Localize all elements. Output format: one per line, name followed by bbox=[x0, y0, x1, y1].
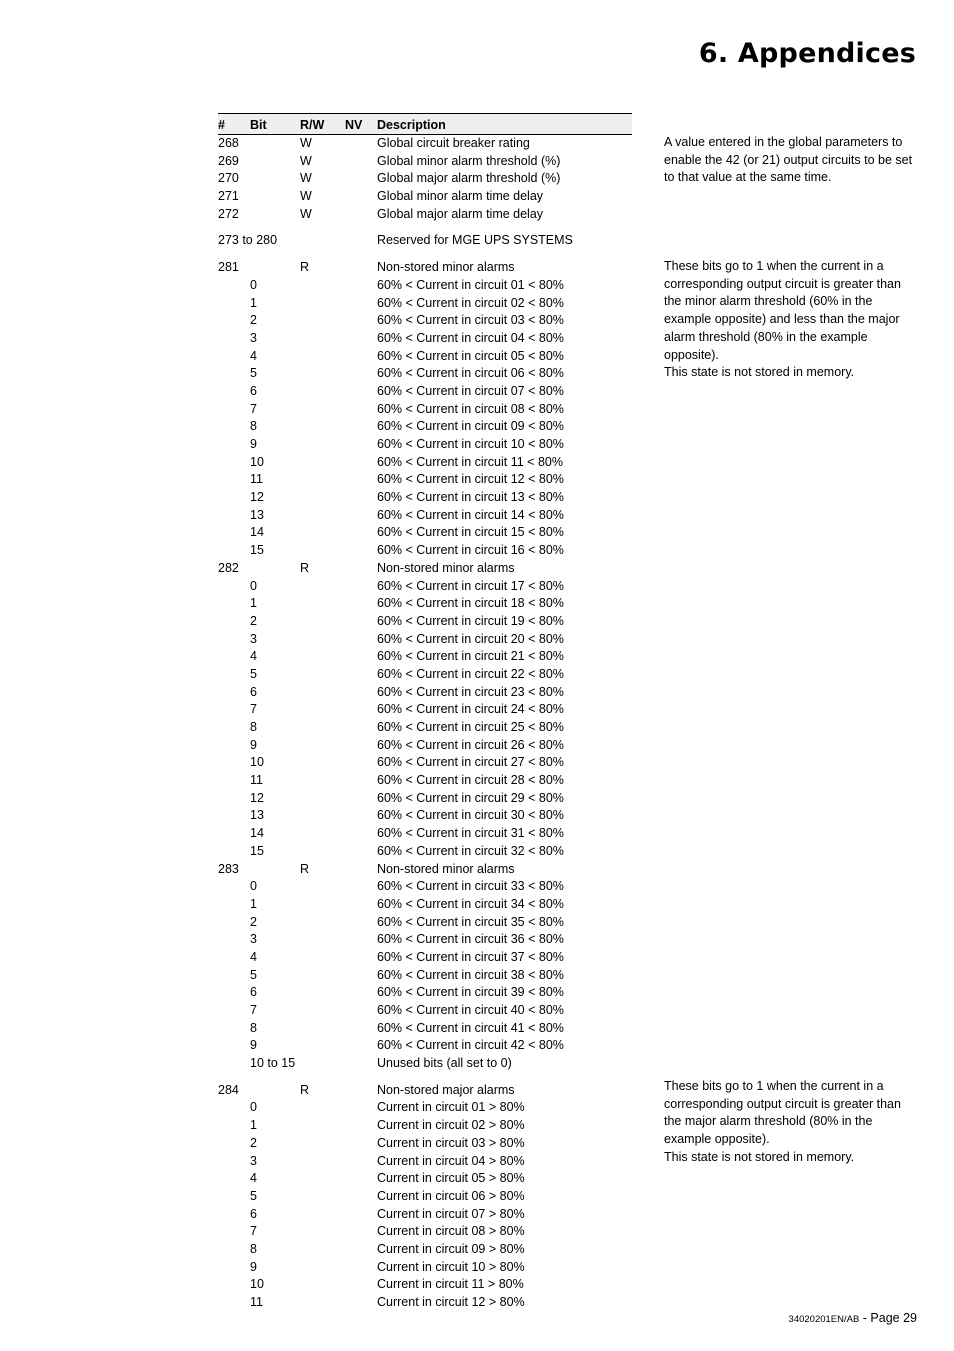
cell-description: Current in circuit 08 > 80% bbox=[377, 1224, 525, 1239]
cell-register-number: 281 bbox=[218, 260, 239, 275]
table-row bbox=[218, 1276, 918, 1294]
table-row bbox=[218, 524, 918, 542]
table-row bbox=[218, 914, 918, 932]
cell-bit: 8 bbox=[250, 1020, 257, 1035]
table-row bbox=[218, 754, 918, 772]
cell-description: 60% < Current in circuit 42 < 80% bbox=[377, 1038, 564, 1053]
table-row bbox=[218, 595, 918, 613]
table-row bbox=[218, 861, 918, 879]
table-row bbox=[218, 1294, 918, 1312]
table-row bbox=[218, 232, 918, 250]
cell-bit: 10 to 15 bbox=[250, 1056, 296, 1071]
table-row bbox=[218, 1037, 918, 1055]
cell-register-number: 282 bbox=[218, 560, 239, 575]
table-row bbox=[218, 843, 918, 861]
document-reference: 34020201EN/AB bbox=[788, 1314, 860, 1325]
cell-register-number: 270 bbox=[218, 171, 239, 186]
cell-bit: 6 bbox=[250, 383, 257, 398]
header-description: Description bbox=[377, 118, 446, 132]
cell-register-number: 273 to 280 bbox=[218, 233, 278, 248]
cell-description: Global circuit breaker rating bbox=[377, 136, 530, 150]
cell-bit: 8 bbox=[250, 720, 257, 734]
cell-description: 60% < Current in circuit 11 < 80% bbox=[377, 454, 563, 469]
cell-bit: 14 bbox=[250, 826, 264, 841]
cell-description: 60% < Current in circuit 15 < 80% bbox=[377, 525, 564, 540]
cell-read-write: R bbox=[300, 260, 310, 275]
cell-register-number: 269 bbox=[218, 153, 239, 168]
table-row bbox=[218, 790, 918, 808]
cell-description: 60% < Current in circuit 38 < 80% bbox=[377, 967, 564, 982]
cell-description: 60% < Current in circuit 35 < 80% bbox=[377, 914, 564, 929]
table-row bbox=[218, 1259, 918, 1277]
table-row bbox=[218, 648, 918, 666]
table-row bbox=[218, 1055, 918, 1073]
cell-register-number: 268 bbox=[218, 136, 239, 150]
cell-description: Global major alarm threshold (%) bbox=[377, 171, 561, 186]
cell-bit: 11 bbox=[250, 472, 263, 487]
cell-description: Current in circuit 09 > 80% bbox=[377, 1241, 525, 1256]
cell-bit: 2 bbox=[250, 613, 257, 628]
cell-bit: 7 bbox=[250, 401, 257, 416]
cell-bit: 12 bbox=[250, 490, 264, 505]
table-row bbox=[218, 807, 918, 825]
note-global bbox=[664, 134, 934, 187]
cell-bit: 0 bbox=[250, 1100, 257, 1115]
cell-bit: 12 bbox=[250, 790, 264, 805]
cell-description: Current in circuit 03 > 80% bbox=[377, 1135, 525, 1150]
cell-bit: 2 bbox=[250, 1135, 257, 1150]
cell-read-write: W bbox=[300, 153, 312, 168]
cell-description: Current in circuit 11 > 80% bbox=[377, 1277, 524, 1292]
note-line: corresponding output circuit is greater than bbox=[664, 276, 901, 291]
table-row bbox=[218, 436, 918, 454]
cell-read-write: R bbox=[300, 1082, 310, 1097]
cell-bit: 2 bbox=[250, 914, 257, 929]
table-row bbox=[218, 737, 918, 755]
cell-description: 60% < Current in circuit 04 < 80% bbox=[377, 330, 564, 345]
cell-description: Current in circuit 12 > 80% bbox=[377, 1295, 525, 1309]
cell-description: 60% < Current in circuit 18 < 80% bbox=[377, 596, 564, 611]
table-row bbox=[218, 1188, 918, 1206]
cell-description: 60% < Current in circuit 20 < 80% bbox=[377, 631, 564, 646]
cell-description: Current in circuit 10 > 80% bbox=[377, 1259, 525, 1274]
cell-bit: 8 bbox=[250, 419, 257, 434]
cell-description: 60% < Current in circuit 24 < 80% bbox=[377, 702, 564, 717]
cell-bit: 4 bbox=[250, 649, 257, 664]
cell-description: 60% < Current in circuit 40 < 80% bbox=[377, 1003, 564, 1017]
cell-bit: 2 bbox=[250, 313, 257, 328]
table-row bbox=[218, 578, 918, 596]
note-line: These bits go to 1 when the current in a bbox=[664, 259, 884, 273]
table-row bbox=[218, 931, 918, 949]
table-row bbox=[218, 1241, 918, 1259]
cell-bit: 13 bbox=[250, 808, 264, 823]
cell-description: 60% < Current in circuit 23 < 80% bbox=[377, 684, 564, 699]
table-row bbox=[218, 188, 918, 206]
table-row bbox=[218, 401, 918, 419]
table-row bbox=[218, 454, 918, 472]
cell-bit: 6 bbox=[250, 1206, 257, 1221]
cell-bit: 15 bbox=[250, 843, 264, 858]
table-row bbox=[218, 825, 918, 843]
cell-bit: 4 bbox=[250, 348, 257, 363]
cell-description: Non-stored minor alarms bbox=[377, 560, 515, 575]
cell-description: 60% < Current in circuit 05 < 80% bbox=[377, 348, 564, 363]
cell-read-write: W bbox=[300, 189, 312, 204]
cell-description: Unused bits (all set to 0) bbox=[377, 1056, 512, 1071]
cell-bit: 1 bbox=[250, 596, 257, 611]
cell-bit: 5 bbox=[250, 366, 257, 381]
cell-description: 60% < Current in circuit 01 < 80% bbox=[377, 277, 564, 292]
cell-description: 60% < Current in circuit 22 < 80% bbox=[377, 666, 564, 681]
cell-bit: 0 bbox=[250, 277, 257, 292]
note-line: A value entered in the global parameters to bbox=[664, 135, 903, 149]
cell-register-number: 271 bbox=[218, 189, 239, 204]
table-row bbox=[218, 984, 918, 1002]
cell-bit: 15 bbox=[250, 543, 264, 558]
cell-description: Non-stored major alarms bbox=[377, 1082, 515, 1097]
cell-bit: 11 bbox=[250, 1295, 263, 1309]
table-row bbox=[218, 206, 918, 224]
cell-description: Non-stored minor alarms bbox=[377, 260, 515, 275]
table-row bbox=[218, 1002, 918, 1020]
cell-description: 60% < Current in circuit 33 < 80% bbox=[377, 879, 564, 894]
cell-bit: 10 bbox=[250, 454, 264, 469]
cell-bit: 3 bbox=[250, 932, 257, 947]
cell-description: 60% < Current in circuit 14 < 80% bbox=[377, 507, 564, 522]
note-line: example opposite). bbox=[664, 1132, 770, 1147]
table-row bbox=[218, 949, 918, 967]
cell-description: 60% < Current in circuit 28 < 80% bbox=[377, 773, 564, 788]
table-row bbox=[218, 896, 918, 914]
table-row bbox=[218, 560, 918, 578]
cell-register-number: 272 bbox=[218, 206, 239, 221]
cell-bit: 9 bbox=[250, 1038, 257, 1053]
table-row bbox=[218, 631, 918, 649]
cell-description: 60% < Current in circuit 12 < 80% bbox=[377, 472, 564, 487]
cell-bit: 14 bbox=[250, 525, 264, 540]
cell-read-write: W bbox=[300, 171, 312, 186]
note-line: the minor alarm threshold (60% in the bbox=[664, 294, 873, 309]
cell-description: 60% < Current in circuit 37 < 80% bbox=[377, 949, 564, 964]
note-line: opposite). bbox=[664, 347, 719, 362]
cell-description: 60% < Current in circuit 29 < 80% bbox=[377, 790, 564, 805]
note-line: These bits go to 1 when the current in a bbox=[664, 1079, 884, 1093]
cell-bit: 5 bbox=[250, 666, 257, 681]
cell-description: 60% < Current in circuit 02 < 80% bbox=[377, 295, 564, 310]
cell-description: Current in circuit 04 > 80% bbox=[377, 1153, 525, 1168]
cell-description: 60% < Current in circuit 32 < 80% bbox=[377, 843, 564, 858]
table-row bbox=[218, 383, 918, 401]
cell-bit: 4 bbox=[250, 1171, 257, 1186]
cell-read-write: R bbox=[300, 560, 310, 575]
cell-description: Current in circuit 01 > 80% bbox=[377, 1100, 525, 1115]
cell-bit: 3 bbox=[250, 631, 257, 646]
header-num: # bbox=[218, 118, 225, 132]
cell-bit: 0 bbox=[250, 578, 257, 593]
cell-description: 60% < Current in circuit 36 < 80% bbox=[377, 932, 564, 947]
note-line: the major alarm threshold (80% in the bbox=[664, 1114, 873, 1129]
table-row bbox=[218, 1223, 918, 1241]
cell-bit: 6 bbox=[250, 985, 257, 1000]
cell-description: Current in circuit 05 > 80% bbox=[377, 1171, 525, 1186]
cell-register-number: 284 bbox=[218, 1082, 239, 1097]
cell-description: 60% < Current in circuit 06 < 80% bbox=[377, 366, 564, 381]
note-line: This state is not stored in memory. bbox=[664, 1149, 855, 1164]
cell-description: 60% < Current in circuit 31 < 80% bbox=[377, 826, 564, 841]
cell-bit: 1 bbox=[250, 295, 257, 310]
cell-bit: 9 bbox=[250, 437, 257, 451]
header-bit: Bit bbox=[250, 118, 267, 132]
note-line: enable the 42 (or 21) output circuits to be set bbox=[664, 152, 913, 167]
cell-description: Global major alarm time delay bbox=[377, 206, 544, 221]
table-row bbox=[218, 489, 918, 507]
cell-bit: 5 bbox=[250, 1188, 257, 1203]
cell-bit: 6 bbox=[250, 684, 257, 699]
cell-bit: 1 bbox=[250, 1118, 257, 1133]
cell-bit: 3 bbox=[250, 1153, 257, 1168]
cell-register-number: 283 bbox=[218, 861, 239, 876]
table-row bbox=[218, 772, 918, 790]
note-major-alarms bbox=[664, 1078, 934, 1167]
cell-description: 60% < Current in circuit 09 < 80% bbox=[377, 419, 564, 434]
cell-bit: 7 bbox=[250, 1224, 257, 1239]
table-row bbox=[218, 542, 918, 560]
cell-bit: 9 bbox=[250, 737, 257, 752]
cell-bit: 9 bbox=[250, 1259, 257, 1274]
note-line: to that value at the same time. bbox=[664, 170, 832, 185]
page-number: - Page 29 bbox=[859, 1311, 917, 1325]
note-line: corresponding output circuit is greater than bbox=[664, 1096, 901, 1111]
note-minor-alarms bbox=[664, 258, 934, 382]
cell-bit: 7 bbox=[250, 702, 257, 717]
cell-description: 60% < Current in circuit 19 < 80% bbox=[377, 613, 564, 628]
row-gap bbox=[218, 223, 918, 232]
table-row bbox=[218, 666, 918, 684]
table-row bbox=[218, 613, 918, 631]
cell-description: Non-stored minor alarms bbox=[377, 861, 515, 876]
cell-bit: 7 bbox=[250, 1003, 257, 1017]
cell-description: 60% < Current in circuit 34 < 80% bbox=[377, 896, 564, 911]
cell-description: Current in circuit 02 > 80% bbox=[377, 1118, 525, 1133]
table-row bbox=[218, 684, 918, 702]
cell-description: Reserved for MGE UPS SYSTEMS bbox=[377, 233, 573, 248]
cell-bit: 10 bbox=[250, 1277, 264, 1292]
cell-description: 60% < Current in circuit 07 < 80% bbox=[377, 383, 564, 398]
table-row bbox=[218, 418, 918, 436]
table-row bbox=[218, 1170, 918, 1188]
note-line: This state is not stored in memory. bbox=[664, 365, 855, 380]
cell-description: 60% < Current in circuit 25 < 80% bbox=[377, 720, 564, 734]
cell-description: 60% < Current in circuit 30 < 80% bbox=[377, 808, 564, 823]
cell-description: 60% < Current in circuit 26 < 80% bbox=[377, 737, 564, 752]
cell-bit: 0 bbox=[250, 879, 257, 894]
cell-description: 60% < Current in circuit 03 < 80% bbox=[377, 313, 564, 328]
cell-bit: 4 bbox=[250, 949, 257, 964]
table-row bbox=[218, 471, 918, 489]
table-row bbox=[218, 878, 918, 896]
cell-read-write: W bbox=[300, 136, 312, 150]
cell-bit: 3 bbox=[250, 330, 257, 345]
table-row bbox=[218, 967, 918, 985]
cell-bit: 10 bbox=[250, 755, 264, 770]
cell-read-write: R bbox=[300, 861, 310, 876]
cell-bit: 5 bbox=[250, 967, 257, 982]
cell-bit: 13 bbox=[250, 507, 264, 522]
cell-description: 60% < Current in circuit 10 < 80% bbox=[377, 437, 564, 451]
cell-description: 60% < Current in circuit 16 < 80% bbox=[377, 543, 564, 558]
cell-bit: 11 bbox=[250, 773, 263, 788]
note-line: example opposite) and less than the major bbox=[664, 312, 900, 327]
cell-description: 60% < Current in circuit 17 < 80% bbox=[377, 578, 564, 593]
table-row bbox=[218, 507, 918, 525]
table-row bbox=[218, 1020, 918, 1038]
cell-description: 60% < Current in circuit 13 < 80% bbox=[377, 490, 564, 505]
cell-read-write: W bbox=[300, 206, 312, 221]
cell-description: 60% < Current in circuit 08 < 80% bbox=[377, 401, 564, 416]
cell-description: 60% < Current in circuit 21 < 80% bbox=[377, 649, 564, 664]
cell-description: 60% < Current in circuit 39 < 80% bbox=[377, 985, 564, 1000]
cell-bit: 8 bbox=[250, 1241, 257, 1256]
cell-description: Global minor alarm threshold (%) bbox=[377, 153, 561, 168]
cell-description: Current in circuit 07 > 80% bbox=[377, 1206, 525, 1221]
table-row bbox=[218, 701, 918, 719]
table-header bbox=[218, 113, 632, 135]
table-row bbox=[218, 719, 918, 737]
cell-description: Current in circuit 06 > 80% bbox=[377, 1188, 525, 1203]
table-row bbox=[218, 1206, 918, 1224]
cell-description: 60% < Current in circuit 27 < 80% bbox=[377, 755, 564, 770]
cell-description: Global minor alarm time delay bbox=[377, 189, 544, 204]
header-rw: R/W bbox=[300, 118, 325, 132]
page-footer bbox=[789, 1311, 917, 1325]
cell-bit: 1 bbox=[250, 896, 257, 911]
header-nv: NV bbox=[345, 118, 363, 132]
cell-description: 60% < Current in circuit 41 < 80% bbox=[377, 1020, 564, 1035]
page-title: 6. Appendices bbox=[698, 38, 916, 69]
note-line: alarm threshold (80% in the example bbox=[664, 329, 868, 344]
